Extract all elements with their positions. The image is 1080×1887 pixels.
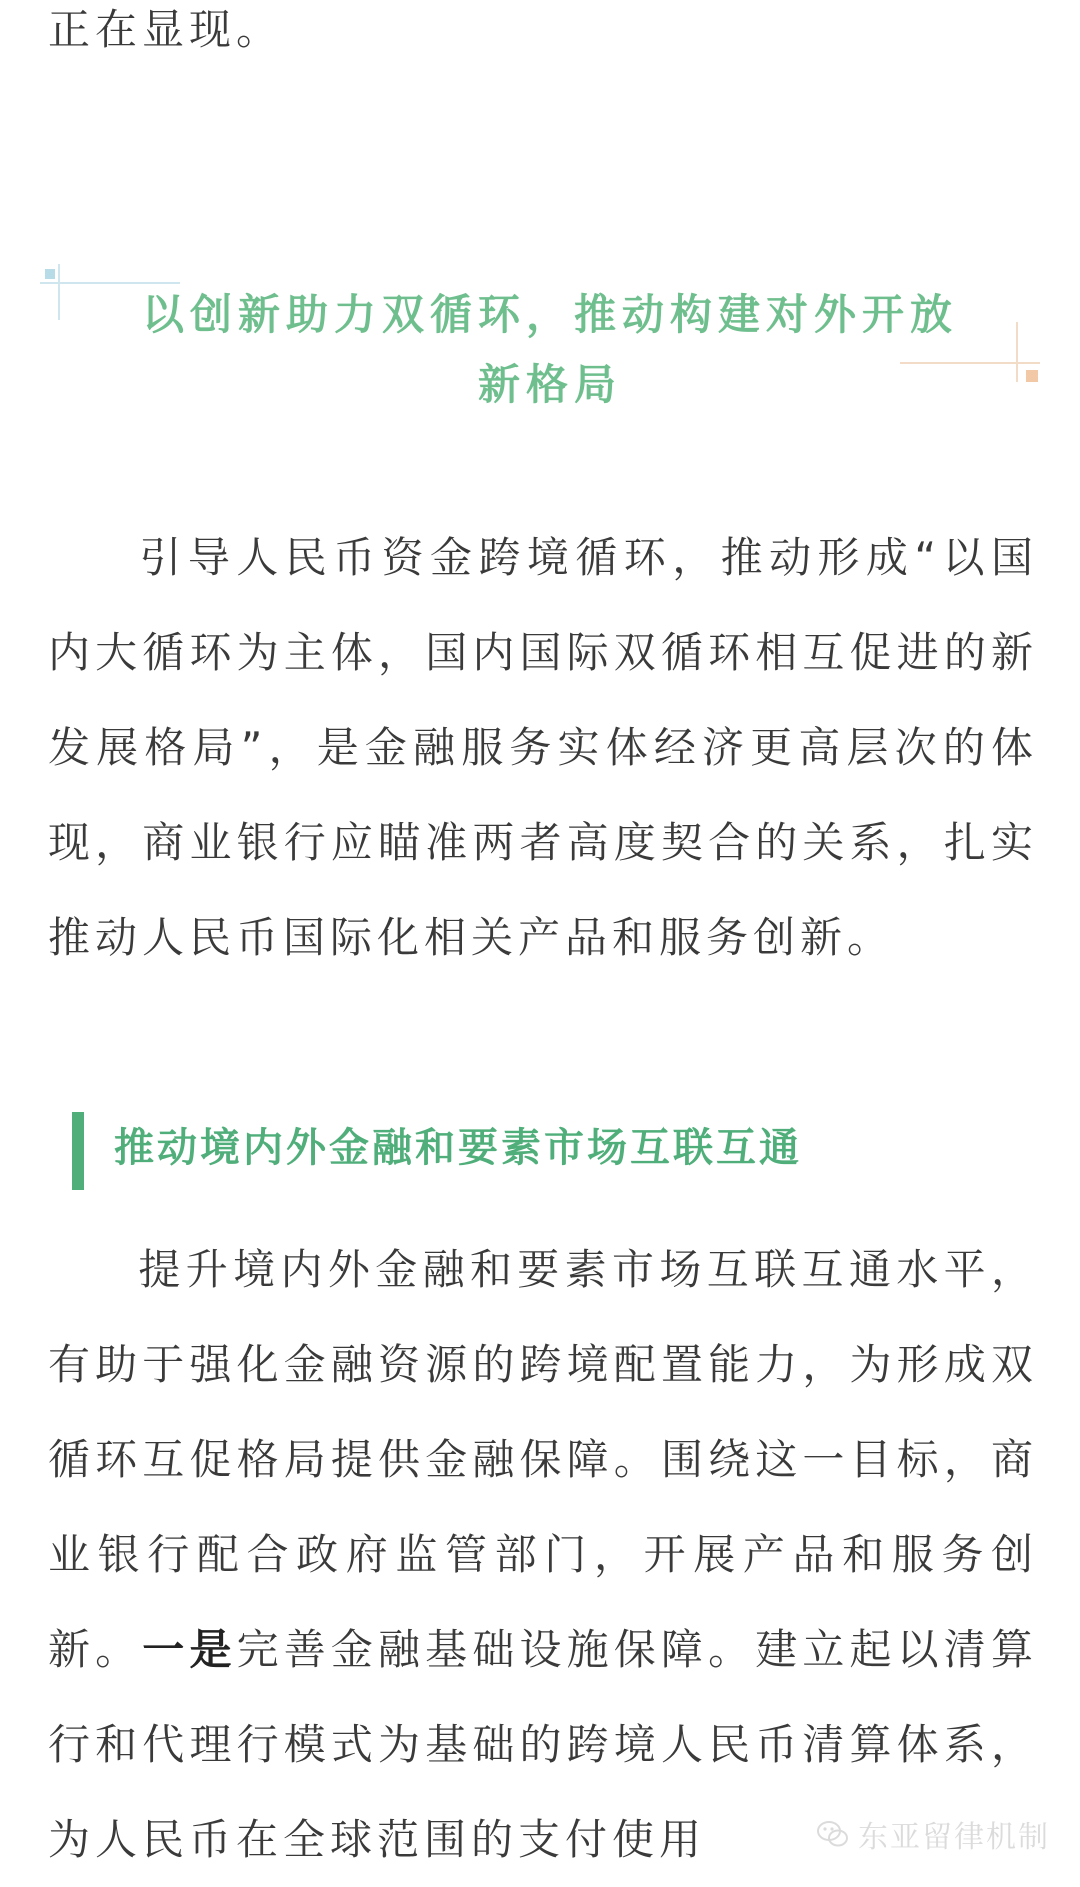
body-paragraph-1-text: 引导人民币资金跨境循环，推动形成“以国内大循环为主体，国内国际双循环相互促进的新发展格局”，是金融服务实体经济更高层次的体现，商业银行应瞄准两者高度契合的关系，扎实推动人民币国际化相关产品和服务创新。: [48, 533, 1038, 962]
body-paragraph-2-text-a: 提升境内外金融和要素市场互联互通水平，有助于强化金融资源的跨境配置能力，为形成双循环互促格局提供金融保障。围绕这一目标，商业银行配合政府监管部门，开展产品和服务创新。: [48, 1245, 1038, 1674]
section-title: 以创新助力双循环，推动构建对外开放新格局: [141, 290, 958, 409]
corner-square-top-left: [45, 269, 55, 279]
body-paragraph-2: [48, 1222, 1038, 1887]
body-paragraph-2-bold: 一是: [142, 1625, 237, 1674]
body-paragraph-2-text-b: 完善金融基础设施保障。建立起以清算行和代理行模式为基础的跨境人民币清算体系，为人民币在全球范围的支付使用: [48, 1625, 1038, 1864]
wechat-icon: [816, 1817, 850, 1851]
corner-decoration-top-left-vertical: [58, 264, 60, 320]
watermark-text: 东亚留律机制: [858, 1820, 1050, 1855]
subheading-text: 推动境内外金融和要素市场互联互通: [114, 1125, 802, 1171]
corner-decoration-bottom-right-vertical: [1016, 322, 1018, 382]
body-paragraph-1: [48, 510, 1038, 985]
corner-square-bottom-right: [1026, 370, 1038, 382]
watermark: [816, 1812, 1050, 1856]
subheading-accent-bar: [72, 1112, 84, 1190]
paragraph-fragment: 正在显现。: [48, 5, 284, 54]
section-heading: [40, 260, 1040, 430]
corner-decoration-bottom-right: [900, 362, 1040, 364]
subheading: [72, 1112, 1032, 1188]
